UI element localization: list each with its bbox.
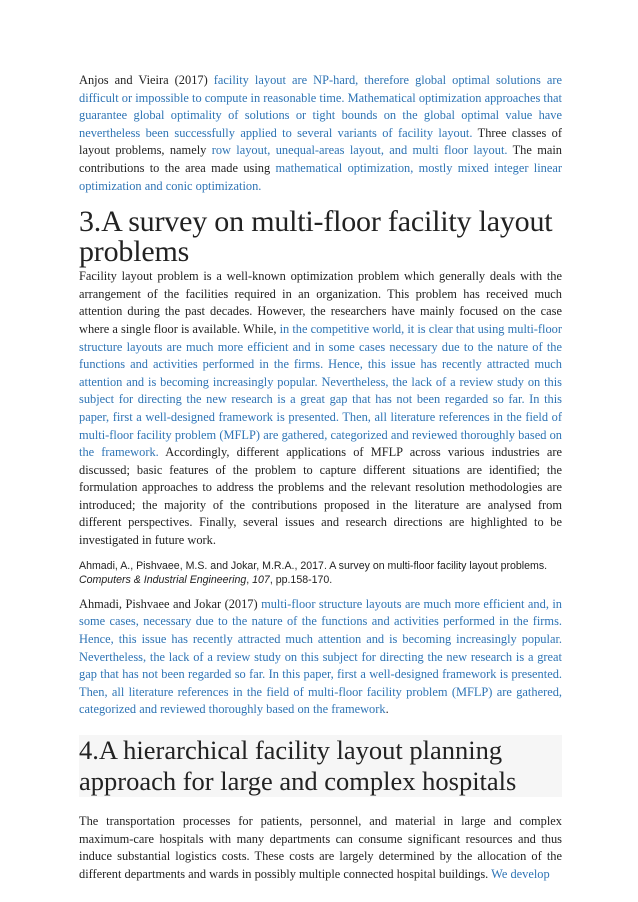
highlighted-text: facility layout are NP-hard, therefore global optimal solutions are difficult or impossible to compute in reasonable time. Mathematical optimization approaches that guarantee global optimality of solutions or tight bounds on the global optimal value have nevertheless been successfully applied to several variants of facility layout.: [79, 73, 562, 140]
reference-authors: Ahmadi, A., Pishvaee, M.S. and Jokar, M.R.A., 2017. A survey on multi-floor facility layout problems.: [79, 559, 548, 572]
highlighted-text: We develop: [491, 866, 550, 881]
paragraph-anjos-vieira: [79, 72, 562, 195]
reference-separator: ,: [246, 574, 253, 587]
highlighted-text: mathematical optimization, mostly mixed integer linear optimization and conic optimization.: [79, 160, 562, 193]
highlighted-text: in the competitive world, it is clear that using multi-floor structure layouts are much more efficient and in some cases necessary due to the nature of the functions and activities performed in the firms. Hence, this issue has recently attracted much attention and is becoming increasingly popular. Nevertheless, the lack of a review study on this subject for directing the new research is a great gap that has not been regarded so far. In this paper, first a well-designed framework is presented. Then, all literature references in the field of multi-floor facility problem (MFLP) are gathered, categorized and reviewed thoroughly based on the framework.: [79, 321, 562, 460]
reference-pages: , pp.158-170.: [269, 574, 333, 587]
citation-text: Anjos and Vieira (2017): [79, 73, 214, 87]
section-heading-4: 4.A hierarchical facility layout planning approach for large and complex hospitals: [79, 735, 562, 797]
plain-text: Three classes of layout problems, namely: [79, 125, 563, 158]
plain-text: The main contributions to the area made using: [79, 143, 562, 175]
paragraph-hospital-layout: [79, 813, 562, 883]
plain-text: Facility layout problem is a well-known optimization problem which generally deals with the arrangement of the facilities required in an organization. This problem has received much attention during the past decades. However, the researchers have mainly focused on the case where a single floor is available. While,: [79, 269, 562, 336]
plain-text: Accordingly, different applications of MFLP across various industries are discussed; basic features of the problem to capture different situations are identified; the formulation approaches to address the problems and the relevant resolution methodologies are introduced; the majority of the contributions proposed in the literature are analysed from different perspectives. Finally, several issues and research directions are highlighted to be investigated in future work.: [79, 445, 563, 548]
highlighted-text: multi-floor structure layouts are much more efficient and, in some cases, necessary due to the nature of the functions and activities performed in the firms. Hence, this issue has recently attracted much attention and is becoming increasingly popular. Nevertheless, the lack of a review study on this subject for directing the new research is a great gap that has not been regarded so far. In this paper, first a well-designed framework is presented. Then, all literature references in the field of multi-floor facility problem (MFLP) are gathered, categorized and reviewed thoroughly based on the framework: [79, 596, 563, 717]
highlighted-text: row layout, unequal-areas layout, and multi floor layout.: [211, 143, 508, 158]
citation-text: Ahmadi, Pishvaee and Jokar (2017): [79, 596, 262, 611]
reference-volume: 107: [252, 574, 270, 587]
paragraph-ahmadi-summary: [79, 596, 562, 719]
reference-citation: [79, 559, 562, 588]
reference-journal: Computers & Industrial Engineering: [79, 574, 247, 587]
paragraph-abstract-ahmadi: [79, 268, 562, 550]
plain-text: .: [385, 702, 389, 717]
section-heading-3: 3.A survey on multi-floor facility layout problems: [79, 205, 553, 269]
plain-text: The transportation processes for patients, personnel, and material in large and complex maximum-care hospitals with many departments can consume significant resources and thus induce substantial logistics costs. These costs are largely determined by the allocation of the different departments and wards in possibly multiple connected hospital buildings.: [79, 814, 562, 881]
